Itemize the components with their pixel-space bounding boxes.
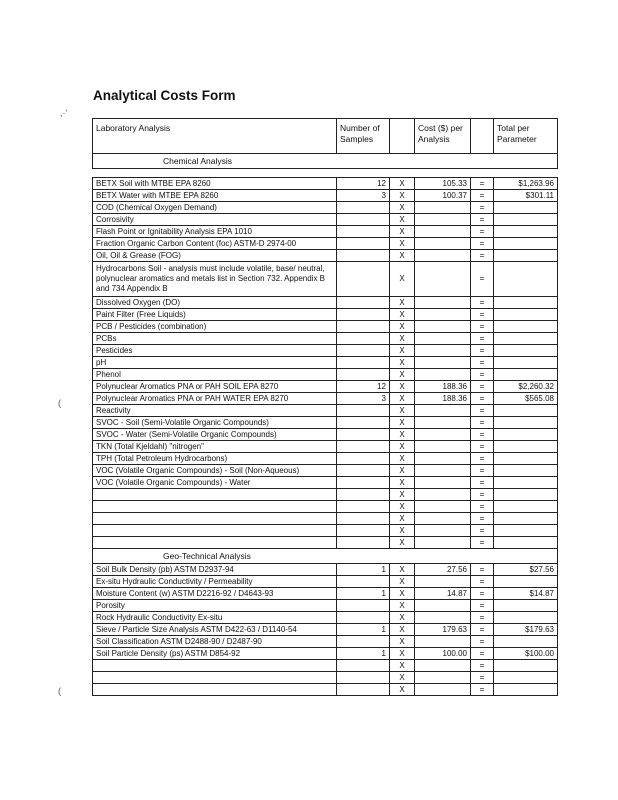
total-per-parameter	[494, 513, 558, 525]
table-row	[93, 636, 558, 648]
equals-sign: =	[471, 405, 494, 417]
times-sign: X	[390, 393, 415, 405]
table-row	[93, 214, 558, 226]
times-sign: X	[390, 357, 415, 369]
table-row	[93, 501, 558, 513]
equals-sign: =	[471, 672, 494, 684]
analysis-name: Dissolved Oxygen (DO)	[93, 297, 337, 309]
total-per-parameter	[494, 636, 558, 648]
cost-per-analysis[interactable]	[415, 321, 471, 333]
analysis-name: Polynuclear Aromatics PNA or PAH WATER EPA 8270	[93, 393, 337, 405]
analysis-name: Pesticides	[93, 345, 337, 357]
table-row	[93, 576, 558, 588]
times-sign: X	[390, 600, 415, 612]
total-per-parameter	[494, 612, 558, 624]
geo-technical-analysis-section-title: Geo-Technical Analysis	[93, 549, 558, 564]
table-row	[93, 465, 558, 477]
table-row	[93, 297, 558, 309]
analysis-name: Ex-situ Hydraulic Conductivity / Permeability	[93, 576, 337, 588]
total-per-parameter	[494, 405, 558, 417]
cost-per-analysis[interactable]	[415, 429, 471, 441]
equals-sign: =	[471, 345, 494, 357]
analysis-name: VOC (Volatile Organic Compounds) - Soil (Non-Aqueous)	[93, 465, 337, 477]
times-sign: X	[390, 238, 415, 250]
spacer-cell	[93, 169, 558, 178]
equals-sign: =	[471, 576, 494, 588]
cost-per-analysis[interactable]	[415, 369, 471, 381]
analysis-name: Moisture Content (w) ASTM D2216-92 / D4643-93	[93, 588, 337, 600]
number-of-samples[interactable]	[337, 441, 390, 453]
times-sign: X	[390, 417, 415, 429]
analysis-name: Fraction Organic Carbon Content (foc) ASTM-D 2974-00	[93, 238, 337, 250]
number-of-samples[interactable]	[337, 489, 390, 501]
cost-per-analysis[interactable]	[415, 465, 471, 477]
total-per-parameter	[494, 202, 558, 214]
times-sign: X	[390, 513, 415, 525]
times-sign: X	[390, 660, 415, 672]
cost-per-analysis[interactable]: 179.63	[415, 624, 471, 636]
number-of-samples[interactable]: 3	[337, 190, 390, 202]
table-row	[93, 250, 558, 262]
total-per-parameter	[494, 345, 558, 357]
table-row	[93, 624, 558, 636]
total-per-parameter: $179.63	[494, 624, 558, 636]
cost-per-analysis[interactable]	[415, 250, 471, 262]
number-of-samples[interactable]	[337, 477, 390, 489]
total-per-parameter	[494, 465, 558, 477]
equals-sign: =	[471, 214, 494, 226]
equals-sign: =	[471, 393, 494, 405]
analysis-name: Soil Particle Density (ps) ASTM D854-92	[93, 648, 337, 660]
total-per-parameter	[494, 238, 558, 250]
equals-sign: =	[471, 588, 494, 600]
times-sign: X	[390, 309, 415, 321]
times-sign: X	[390, 250, 415, 262]
cost-per-analysis[interactable]	[415, 525, 471, 537]
analysis-name: Reactivity	[93, 405, 337, 417]
number-of-samples[interactable]	[337, 262, 390, 297]
times-sign: X	[390, 226, 415, 238]
spacer-row	[93, 169, 558, 178]
cost-per-analysis[interactable]: 14.87	[415, 588, 471, 600]
equals-sign: =	[471, 477, 494, 489]
cost-per-analysis[interactable]	[415, 405, 471, 417]
cost-per-analysis[interactable]	[415, 684, 471, 696]
total-per-parameter: $14.87	[494, 588, 558, 600]
total-per-parameter	[494, 262, 558, 297]
margin-mark: (	[58, 686, 61, 696]
times-sign: X	[390, 345, 415, 357]
number-of-samples[interactable]	[337, 636, 390, 648]
table-row	[93, 405, 558, 417]
times-sign: X	[390, 564, 415, 576]
equals-sign: =	[471, 417, 494, 429]
number-of-samples[interactable]	[337, 297, 390, 309]
times-sign: X	[390, 202, 415, 214]
equals-sign: =	[471, 525, 494, 537]
total-per-parameter	[494, 357, 558, 369]
cost-per-analysis[interactable]	[415, 202, 471, 214]
table-row	[93, 178, 558, 190]
total-per-parameter	[494, 214, 558, 226]
times-sign: X	[390, 405, 415, 417]
number-of-samples[interactable]	[337, 345, 390, 357]
times-sign: X	[390, 489, 415, 501]
total-per-parameter	[494, 321, 558, 333]
equals-sign: =	[471, 429, 494, 441]
times-sign: X	[390, 178, 415, 190]
cost-per-analysis[interactable]	[415, 441, 471, 453]
total-per-parameter	[494, 576, 558, 588]
equals-sign: =	[471, 297, 494, 309]
equals-sign: =	[471, 648, 494, 660]
table-row	[93, 321, 558, 333]
table-row	[93, 345, 558, 357]
equals-sign: =	[471, 238, 494, 250]
table-row	[93, 489, 558, 501]
table-row	[93, 660, 558, 672]
times-sign: X	[390, 321, 415, 333]
table-row	[93, 309, 558, 321]
table-row	[93, 588, 558, 600]
cost-per-analysis[interactable]	[415, 453, 471, 465]
times-sign: X	[390, 465, 415, 477]
equals-sign: =	[471, 624, 494, 636]
cost-per-analysis[interactable]	[415, 513, 471, 525]
number-of-samples[interactable]: 1	[337, 624, 390, 636]
cost-per-analysis[interactable]	[415, 489, 471, 501]
costs-table	[92, 118, 558, 696]
times-sign: X	[390, 453, 415, 465]
cost-per-analysis[interactable]	[415, 417, 471, 429]
table-row	[93, 672, 558, 684]
total-per-parameter	[494, 441, 558, 453]
number-of-samples[interactable]	[337, 369, 390, 381]
number-of-samples[interactable]	[337, 214, 390, 226]
total-per-parameter: $301.11	[494, 190, 558, 202]
total-per-parameter	[494, 369, 558, 381]
equals-sign: =	[471, 262, 494, 297]
times-sign: X	[390, 441, 415, 453]
cost-per-analysis[interactable]	[415, 612, 471, 624]
equals-sign: =	[471, 333, 494, 345]
analysis-name: PCBs	[93, 333, 337, 345]
number-of-samples[interactable]	[337, 321, 390, 333]
analysis-name: Corrosivity	[93, 214, 337, 226]
number-of-samples[interactable]	[337, 465, 390, 477]
number-of-samples[interactable]	[337, 453, 390, 465]
times-sign: X	[390, 262, 415, 297]
table-row	[93, 202, 558, 214]
equals-sign: =	[471, 564, 494, 576]
analysis-name: Phenol	[93, 369, 337, 381]
table-row	[93, 441, 558, 453]
cost-per-analysis[interactable]: 188.36	[415, 381, 471, 393]
table-row	[93, 333, 558, 345]
header-row	[93, 119, 558, 154]
cost-per-analysis[interactable]	[415, 537, 471, 549]
table-row	[93, 453, 558, 465]
analysis-name	[93, 537, 337, 549]
times-sign: X	[390, 477, 415, 489]
number-of-samples[interactable]	[337, 250, 390, 262]
times-sign: X	[390, 501, 415, 513]
number-of-samples[interactable]	[337, 429, 390, 441]
equals-sign: =	[471, 612, 494, 624]
number-of-samples[interactable]	[337, 513, 390, 525]
equals-sign: =	[471, 321, 494, 333]
equals-sign: =	[471, 537, 494, 549]
cost-per-analysis[interactable]	[415, 672, 471, 684]
header-cost-per: Cost ($) per Analysis	[415, 119, 471, 154]
table-row	[93, 393, 558, 405]
times-sign: X	[390, 214, 415, 226]
table-row	[93, 381, 558, 393]
table-row	[93, 525, 558, 537]
number-of-samples[interactable]	[337, 309, 390, 321]
total-per-parameter	[494, 501, 558, 513]
equals-sign: =	[471, 636, 494, 648]
total-per-parameter	[494, 417, 558, 429]
cost-per-analysis[interactable]	[415, 297, 471, 309]
table-row	[93, 238, 558, 250]
number-of-samples[interactable]: 3	[337, 393, 390, 405]
equals-sign: =	[471, 600, 494, 612]
equals-sign: =	[471, 178, 494, 190]
analysis-name	[93, 525, 337, 537]
equals-sign: =	[471, 684, 494, 696]
table-row	[93, 190, 558, 202]
number-of-samples[interactable]: 12	[337, 381, 390, 393]
total-per-parameter	[494, 660, 558, 672]
chemical-analysis-section	[93, 154, 558, 169]
analysis-name: TKN (Total Kjeldahl) "nitrogen"	[93, 441, 337, 453]
equals-sign: =	[471, 513, 494, 525]
analysis-name: Oil, Oil & Grease (FOG)	[93, 250, 337, 262]
equals-sign: =	[471, 660, 494, 672]
form-title: Analytical Costs Form	[93, 88, 236, 103]
total-per-parameter: $565.08	[494, 393, 558, 405]
analysis-name: SVOC - Soil (Semi-Volatile Organic Compounds)	[93, 417, 337, 429]
header-num-samples: Number of Samples	[337, 119, 390, 154]
number-of-samples[interactable]: 1	[337, 588, 390, 600]
analysis-name: pH	[93, 357, 337, 369]
analysis-name: Soil Classification ASTM D2488-90 / D2487-90	[93, 636, 337, 648]
analysis-name: Hydrocarbons Soil - analysis must include volatile, base/ neutral, polynuclear aromatics and metals list in Section 732. Appendix B and 734 Appendix B	[93, 262, 337, 297]
analysis-name	[93, 513, 337, 525]
times-sign: X	[390, 333, 415, 345]
table-row	[93, 684, 558, 696]
table-row	[93, 369, 558, 381]
times-sign: X	[390, 190, 415, 202]
geo-technical-analysis-section	[93, 549, 558, 564]
equals-sign: =	[471, 489, 494, 501]
table-row	[93, 226, 558, 238]
number-of-samples[interactable]	[337, 672, 390, 684]
cost-per-analysis[interactable]	[415, 357, 471, 369]
times-sign: X	[390, 624, 415, 636]
equals-sign: =	[471, 226, 494, 238]
total-per-parameter	[494, 537, 558, 549]
table-row	[93, 417, 558, 429]
equals-sign: =	[471, 357, 494, 369]
analysis-name: PCB / Pesticides (combination)	[93, 321, 337, 333]
total-per-parameter	[494, 525, 558, 537]
analysis-name: Soil Bulk Density (pb) ASTM D2937-94	[93, 564, 337, 576]
equals-sign: =	[471, 250, 494, 262]
equals-sign: =	[471, 190, 494, 202]
number-of-samples[interactable]	[337, 226, 390, 238]
analysis-name: Polynuclear Aromatics PNA or PAH SOIL EPA 8270	[93, 381, 337, 393]
total-per-parameter	[494, 250, 558, 262]
cost-per-analysis[interactable]	[415, 660, 471, 672]
cost-per-analysis[interactable]	[415, 636, 471, 648]
times-sign: X	[390, 297, 415, 309]
number-of-samples[interactable]	[337, 417, 390, 429]
times-sign: X	[390, 381, 415, 393]
times-sign: X	[390, 648, 415, 660]
equals-sign: =	[471, 381, 494, 393]
times-sign: X	[390, 636, 415, 648]
total-per-parameter	[494, 672, 558, 684]
times-sign: X	[390, 369, 415, 381]
cost-per-analysis[interactable]: 27.56	[415, 564, 471, 576]
table-row	[93, 648, 558, 660]
cost-per-analysis[interactable]	[415, 226, 471, 238]
cost-per-analysis[interactable]: 188.36	[415, 393, 471, 405]
table-row	[93, 513, 558, 525]
times-sign: X	[390, 588, 415, 600]
times-sign: X	[390, 429, 415, 441]
times-sign: X	[390, 672, 415, 684]
total-per-parameter	[494, 477, 558, 489]
cost-per-analysis[interactable]	[415, 214, 471, 226]
analysis-name: Sieve / Particle Size Analysis ASTM D422-63 / D1140-54	[93, 624, 337, 636]
number-of-samples[interactable]	[337, 600, 390, 612]
cost-per-analysis[interactable]	[415, 477, 471, 489]
cost-per-analysis[interactable]	[415, 262, 471, 297]
table-row	[93, 262, 558, 297]
total-per-parameter	[494, 309, 558, 321]
cost-per-analysis[interactable]	[415, 501, 471, 513]
analysis-name	[93, 684, 337, 696]
analysis-name: Flash Point or Ignitability Analysis EPA 1010	[93, 226, 337, 238]
table-row	[93, 477, 558, 489]
equals-sign: =	[471, 369, 494, 381]
header-lab-analysis: Laboratory Analysis	[93, 119, 337, 154]
analysis-name	[93, 660, 337, 672]
number-of-samples[interactable]: 12	[337, 178, 390, 190]
cost-per-analysis[interactable]: 100.00	[415, 648, 471, 660]
equals-sign: =	[471, 202, 494, 214]
total-per-parameter	[494, 429, 558, 441]
number-of-samples[interactable]	[337, 612, 390, 624]
times-sign: X	[390, 537, 415, 549]
header-total-per: Total per Parameter	[494, 119, 558, 154]
total-per-parameter: $100.00	[494, 648, 558, 660]
total-per-parameter: $1,263.96	[494, 178, 558, 190]
total-per-parameter	[494, 600, 558, 612]
cost-per-analysis[interactable]	[415, 309, 471, 321]
equals-sign: =	[471, 501, 494, 513]
chemical-analysis-section-title: Chemical Analysis	[93, 154, 558, 169]
analysis-name	[93, 501, 337, 513]
cost-per-analysis[interactable]	[415, 238, 471, 250]
cost-per-analysis[interactable]	[415, 345, 471, 357]
analysis-name	[93, 672, 337, 684]
cost-per-analysis[interactable]: 100.37	[415, 190, 471, 202]
number-of-samples[interactable]	[337, 405, 390, 417]
cost-per-analysis[interactable]	[415, 333, 471, 345]
analysis-name: TPH (Total Petroleum Hydrocarbons)	[93, 453, 337, 465]
number-of-samples[interactable]	[337, 576, 390, 588]
analysis-name	[93, 489, 337, 501]
number-of-samples[interactable]	[337, 660, 390, 672]
equals-sign: =	[471, 309, 494, 321]
number-of-samples[interactable]	[337, 238, 390, 250]
equals-sign: =	[471, 441, 494, 453]
analysis-name: BETX Soil with MTBE EPA 8260	[93, 178, 337, 190]
total-per-parameter	[494, 333, 558, 345]
times-sign: X	[390, 684, 415, 696]
table-row	[93, 612, 558, 624]
table-row	[93, 357, 558, 369]
number-of-samples[interactable]	[337, 684, 390, 696]
cost-per-analysis[interactable]	[415, 600, 471, 612]
number-of-samples[interactable]: 1	[337, 648, 390, 660]
total-per-parameter	[494, 684, 558, 696]
times-sign: X	[390, 525, 415, 537]
total-per-parameter	[494, 226, 558, 238]
number-of-samples[interactable]	[337, 202, 390, 214]
number-of-samples[interactable]	[337, 357, 390, 369]
analysis-name: Paint Filter (Free Liquids)	[93, 309, 337, 321]
table-row	[93, 564, 558, 576]
total-per-parameter	[494, 453, 558, 465]
analysis-name: SVOC - Water (Semi-Volatile Organic Compounds)	[93, 429, 337, 441]
total-per-parameter	[494, 489, 558, 501]
equals-sign: =	[471, 453, 494, 465]
times-sign: X	[390, 612, 415, 624]
analysis-name: BETX Water with MTBE EPA 8260	[93, 190, 337, 202]
number-of-samples[interactable]	[337, 525, 390, 537]
number-of-samples[interactable]	[337, 537, 390, 549]
equals-sign: =	[471, 465, 494, 477]
analysis-name: VOC (Volatile Organic Compounds) - Water	[93, 477, 337, 489]
number-of-samples[interactable]: 1	[337, 564, 390, 576]
cost-per-analysis[interactable]	[415, 576, 471, 588]
total-per-parameter: $2,260.32	[494, 381, 558, 393]
total-per-parameter: $27.56	[494, 564, 558, 576]
analysis-name: Porosity	[93, 600, 337, 612]
number-of-samples[interactable]	[337, 501, 390, 513]
table-row	[93, 537, 558, 549]
margin-mark: ,·'	[60, 108, 68, 118]
table-row	[93, 600, 558, 612]
times-sign: X	[390, 576, 415, 588]
analysis-name: Rock Hydraulic Conductivity Ex-situ	[93, 612, 337, 624]
cost-per-analysis[interactable]: 105.33	[415, 178, 471, 190]
total-per-parameter	[494, 297, 558, 309]
margin-mark: (	[58, 398, 61, 408]
table-row	[93, 429, 558, 441]
number-of-samples[interactable]	[337, 333, 390, 345]
analysis-name: COD (Chemical Oxygen Demand)	[93, 202, 337, 214]
